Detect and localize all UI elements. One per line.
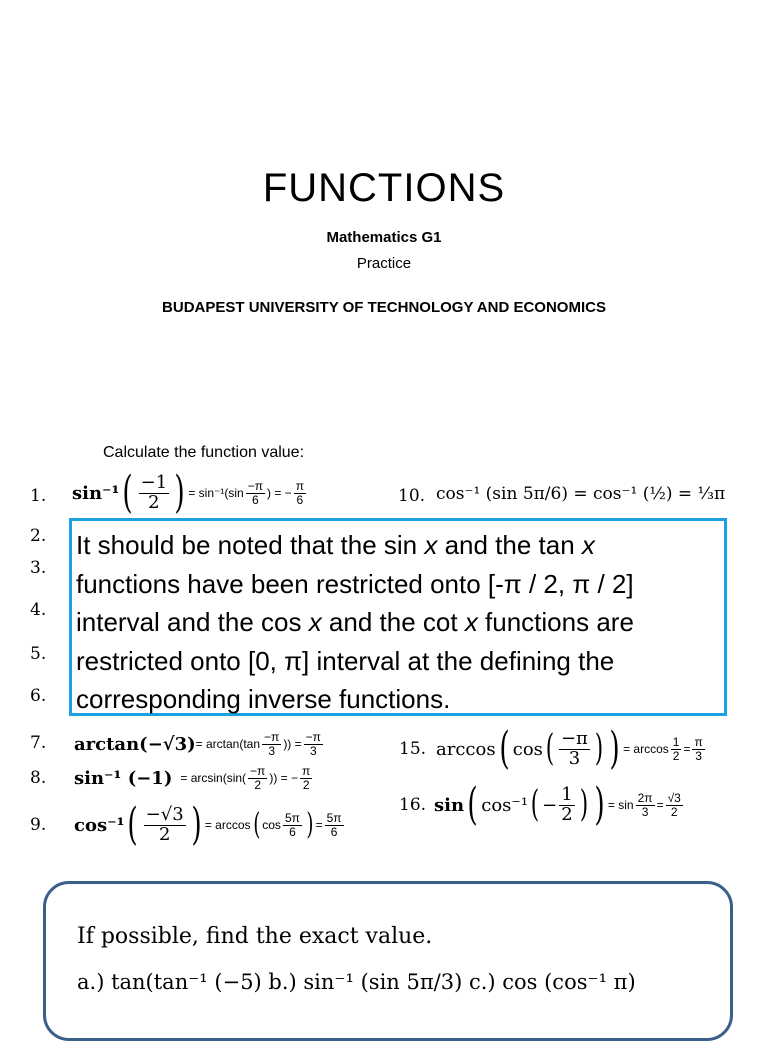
- problem-16-work-frac: $\frac{2\pi}{3}$: [637, 790, 653, 819]
- problem-16: sin ( cos⁻¹ ( − $\frac{1}{2}$ ) ) = sin $\frac{2\pi}{3}$ = $\frac{√3}{2}$: [434, 779, 681, 830]
- problem-1-eq: ) = −: [267, 486, 292, 500]
- page-title: FUNCTIONS: [262, 166, 506, 210]
- left-paren-inner: (: [545, 728, 555, 769]
- problem-16-inner: cos⁻¹: [481, 794, 529, 816]
- right-paren: ): [191, 799, 202, 850]
- problem-number-16: 16.: [399, 795, 427, 815]
- problem-number-10: 10.: [398, 486, 426, 506]
- problem-16-eq: =: [656, 798, 664, 812]
- problem-7: [74, 724, 325, 764]
- problem-1-result: $\frac{\pi}{6}$: [295, 478, 304, 507]
- note-line-5: corresponding inverse functions.: [76, 684, 451, 714]
- problem-8-work: = arcsin(sin(: [180, 771, 247, 785]
- problem-16-work: = sin: [607, 798, 634, 812]
- problem-1-lhs: sin⁻¹: [72, 482, 120, 504]
- problem-15: [436, 722, 707, 776]
- problem-number-1: 1.: [30, 486, 47, 506]
- problem-number-9: 9.: [30, 815, 47, 835]
- right-paren-inner: ): [594, 728, 604, 769]
- note-line-1: It should be noted that the sin x and the tan x: [76, 530, 595, 560]
- exercise-line: a.) tan(tan⁻¹ (−5) b.) sin⁻¹ (sin 5π/3) c.) cos (cos⁻¹ π): [77, 970, 636, 994]
- problem-9-work: = arccos: [204, 818, 251, 832]
- problem-9-inner: cos: [262, 818, 281, 832]
- left-paren: (: [127, 799, 139, 850]
- problem-7-eq: )) =: [283, 737, 302, 751]
- problem-15-work-frac: $\frac{1}{2}$: [672, 734, 680, 763]
- left-paren-inner: (: [530, 784, 540, 825]
- problem-9-lhs: cos⁻¹: [74, 814, 125, 836]
- problem-8-eq: )) = −: [269, 771, 299, 785]
- note-line-4: restricted onto [0, π] interval at the defining the: [76, 645, 615, 676]
- problem-15-arg: $\frac{-\pi}{3}$: [560, 727, 588, 769]
- problem-1-work: = sin⁻¹(sin: [188, 486, 244, 500]
- problem-15-lhs: arccos: [436, 738, 496, 760]
- left-paren: (: [467, 779, 478, 830]
- problem-number-2: 2.: [30, 526, 47, 546]
- right-paren-inner: ): [579, 784, 588, 825]
- problem-7-result: $\frac{-\pi}{3}$: [305, 729, 321, 758]
- problem-15-work: = arccos: [623, 742, 669, 756]
- instruction-text: Calculate the function value:: [103, 444, 305, 461]
- problem-1: [72, 468, 308, 518]
- problem-15-eq: =: [683, 742, 691, 756]
- left-paren: (: [499, 723, 510, 774]
- problem-8: [74, 760, 314, 796]
- left-paren-small: (: [252, 807, 260, 842]
- problem-15-inner: cos: [512, 738, 543, 760]
- problem-10: cos⁻¹ (sin 5π/6) = cos⁻¹ (½) = ⅓π: [436, 484, 726, 504]
- session-type: Practice: [356, 255, 412, 272]
- problem-number-8: 8.: [30, 768, 47, 788]
- problem-16-arg: $\frac{1}{2}$: [561, 783, 573, 825]
- problem-number-7: 7.: [30, 733, 47, 753]
- right-paren: ): [174, 467, 185, 518]
- problem-9-work-frac: $\frac{5\pi}{6}$: [284, 810, 300, 839]
- course-name: Mathematics G1: [326, 229, 442, 246]
- problem-number-15: 15.: [399, 739, 427, 759]
- right-paren: ): [594, 779, 605, 830]
- problem-1-work-frac: $\frac{-\pi}{6}$: [247, 478, 263, 507]
- problem-1-arg: $\frac{-1}{2}$: [140, 471, 168, 513]
- note-line-3: interval and the cos x and the cot x functions are: [76, 607, 634, 637]
- problem-9-arg: $\frac{-√3}{2}$: [145, 803, 184, 845]
- problem-7-lhs: arctan(−√3): [74, 733, 196, 755]
- problem-9-result: $\frac{5\pi}{6}$: [326, 810, 342, 839]
- exercise-title: If possible, find the exact value.: [77, 924, 433, 949]
- note-text: [76, 526, 726, 719]
- problem-9: [74, 798, 346, 852]
- problem-15-result: $\frac{\pi}{3}$: [694, 734, 703, 763]
- problem-16-lhs: sin: [434, 794, 465, 816]
- note-line-2: functions have been restricted onto [-π / 2, π / 2]: [76, 568, 634, 599]
- problem-7-work-frac: $\frac{-\pi}{3}$: [264, 729, 280, 758]
- problem-number-5: 5.: [30, 644, 47, 664]
- problem-8-lhs: sin⁻¹ (−1): [74, 767, 173, 789]
- left-paren: (: [122, 467, 134, 518]
- problem-number-4: 4.: [30, 600, 47, 620]
- right-paren: ): [609, 723, 620, 774]
- problem-16-result: $\frac{√3}{2}$: [667, 790, 681, 819]
- university-name: BUDAPEST UNIVERSITY OF TECHNOLOGY AND ECONOMICS: [162, 299, 606, 316]
- problem-number-3: 3.: [30, 558, 47, 578]
- exercise-box: [43, 881, 733, 1041]
- problem-8-result: $\frac{\pi}{2}$: [302, 763, 311, 792]
- problem-9-eq: =: [315, 818, 323, 832]
- problem-7-work: = arctan(tan: [195, 737, 261, 751]
- right-paren-small: ): [306, 807, 314, 842]
- problem-number-6: 6.: [30, 686, 47, 706]
- problem-8-work-frac: $\frac{-\pi}{2}$: [250, 763, 266, 792]
